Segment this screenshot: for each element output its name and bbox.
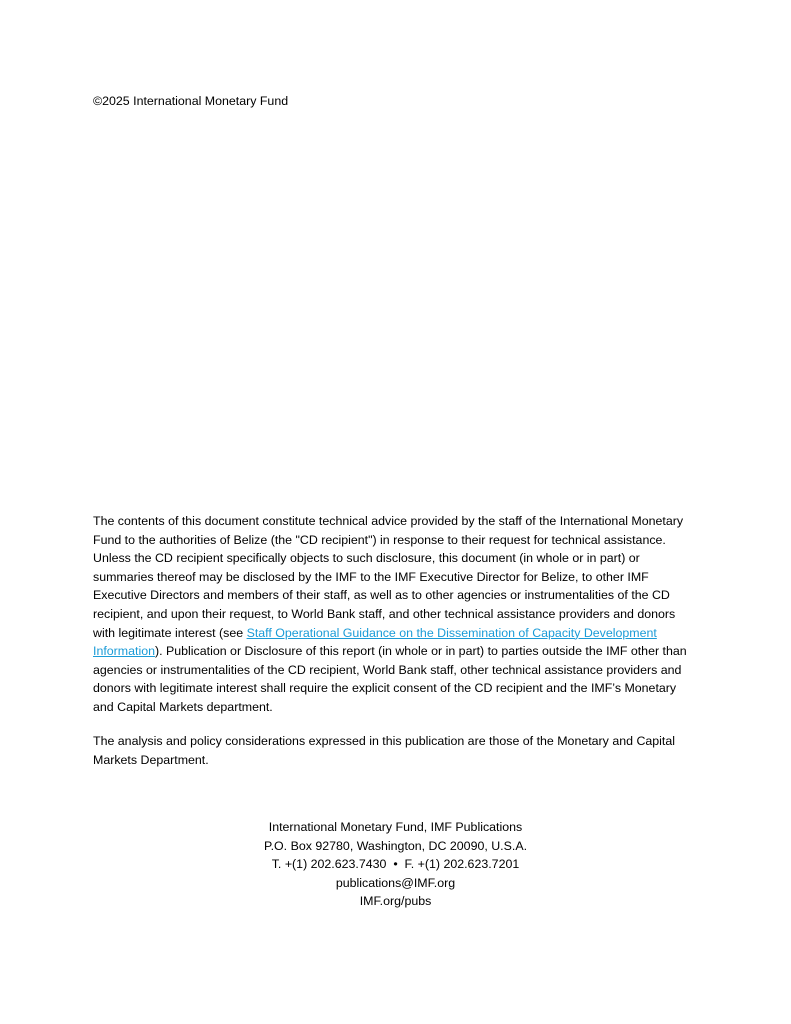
publisher-org: International Monetary Fund, IMF Publications xyxy=(268,820,523,834)
disclaimer-paragraph xyxy=(93,512,697,717)
disclaimer-text-before-link: The contents of this document constitute technical advice provided by the staff of the International Monetary Fund to the authorities of Belize (the "CD recipient") in response to their request for technical assistance. Unless the CD recipient specifically objects to such disclosure, this document (in whole or in part) or summaries thereof may be disclosed by the IMF to the IMF Executive Director for Belize, to other IMF Executive Directors and members of their staff, as well as to other agencies or instrumentalities of the CD recipient, and upon their request, to World Bank staff, and other technical assistance providers and donors with legitimate interest (see xyxy=(93,514,684,640)
disclaimer-text-after-link: ). Publication or Disclosure of this report (in whole or in part) to parties outside the IMF other than agencies or instrumentalities of the CD recipient, World Bank staff, other technical assistance providers and donors with legitimate interest shall require the explicit consent of the CD recipient and the IMF’s Monetary and Capital Markets department. xyxy=(93,644,687,714)
analysis-paragraph: The analysis and policy considerations expressed in this publication are those of the Monetary and Capital Markets Department. xyxy=(93,734,676,767)
publisher-email: publications@IMF.org xyxy=(335,875,456,890)
publisher-po-box: P.O. Box 92780, Washington, DC 20090, U.S.A. xyxy=(263,838,528,853)
publisher-address-block xyxy=(0,818,791,911)
dissemination-guidance-link[interactable]: Staff Operational Guidance on the Dissemination of Capacity Development Information xyxy=(93,625,657,659)
copyright-notice: ©2025 International Monetary Fund xyxy=(93,94,289,108)
publisher-website: IMF.org/pubs xyxy=(359,894,432,909)
publisher-phone-fax: T. +(1) 202.623.7430 • F. +(1) 202.623.7201 xyxy=(271,857,520,872)
